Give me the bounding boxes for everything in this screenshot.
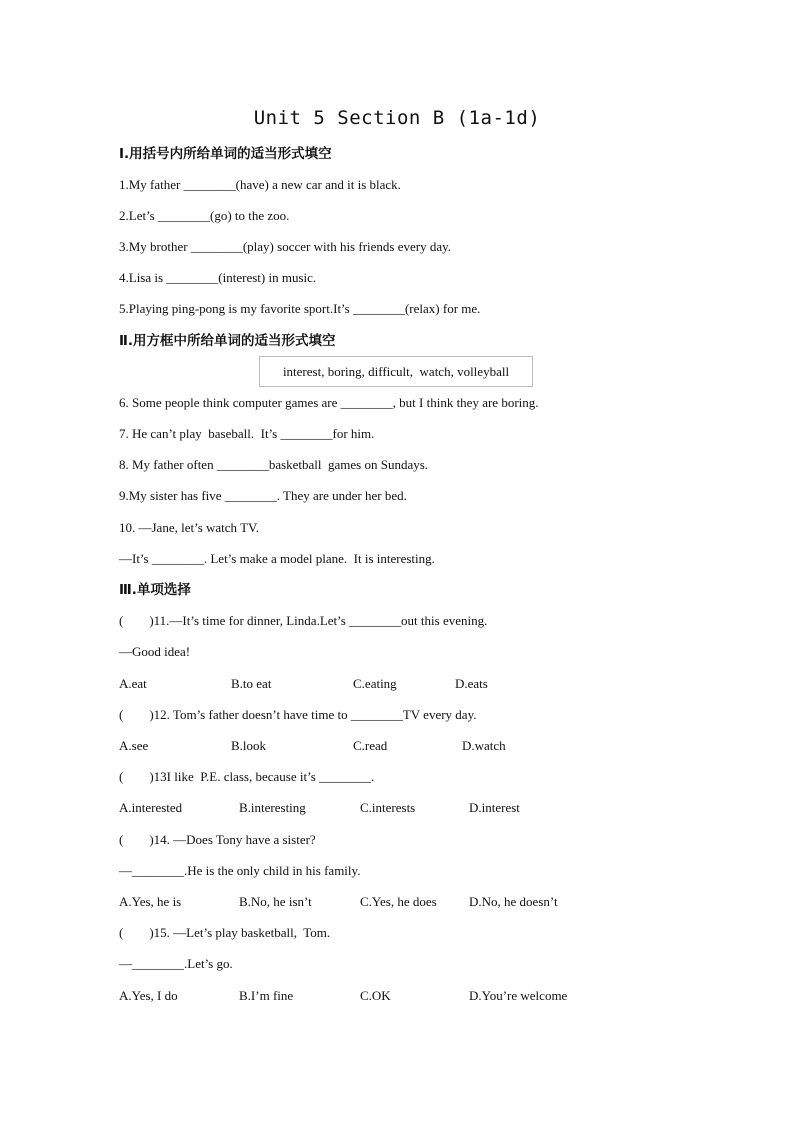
option-d: D.You’re welcome — [469, 988, 568, 1003]
option-d: D.eats — [455, 676, 488, 691]
question-10-answer: —It’s ________. Let’s make a model plane. It is interesting. — [119, 551, 435, 566]
question-14-reply: —________.He is the only child in his family. — [119, 863, 361, 878]
question-2: 2.Let’s ________(go) to the zoo. — [119, 208, 290, 223]
question-14: ( )14. —Does Tony have a sister? — [119, 832, 316, 847]
word-box: interest, boring, difficult, watch, volleyball — [259, 356, 533, 387]
question-12: ( )12. Tom’s father doesn’t have time to ________TV every day. — [119, 707, 477, 722]
question-4: 4.Lisa is ________(interest) in music. — [119, 270, 317, 285]
option-a: A.see — [119, 738, 149, 753]
question-11-reply: —Good idea! — [119, 644, 191, 659]
question-13: ( )13I like P.E. class, because it’s ________. — [119, 769, 375, 784]
option-b: B.No, he isn’t — [239, 894, 312, 909]
option-d: D.watch — [462, 738, 506, 753]
option-a: A.eat — [119, 676, 147, 691]
option-d: D.No, he doesn’t — [469, 894, 558, 909]
option-c: C.OK — [360, 988, 391, 1003]
option-a: A.interested — [119, 800, 183, 815]
question-15-reply: —________.Let’s go. — [119, 956, 233, 971]
option-b: B.interesting — [239, 800, 306, 815]
question-9: 9.My sister has five ________. They are under her bed. — [119, 488, 407, 503]
section-2-heading: Ⅱ.用方框中所给单词的适当形式填空 — [119, 333, 336, 349]
section-1-heading: Ⅰ.用括号内所给单词的适当形式填空 — [119, 146, 332, 162]
question-8: 8. My father often ________basketball games on Sundays. — [119, 457, 429, 472]
question-1: 1.My father ________(have) a new car and it is black. — [119, 177, 401, 192]
section-3-heading: Ⅲ.单项选择 — [119, 582, 191, 598]
question-11: ( )11.—It’s time for dinner, Linda.Let’s ________out this evening. — [119, 613, 488, 628]
option-d: D.interest — [469, 800, 520, 815]
option-a: A.Yes, I do — [119, 988, 178, 1003]
option-b: B.I’m fine — [239, 988, 294, 1003]
question-6: 6. Some people think computer games are ________, but I think they are boring. — [119, 395, 539, 410]
option-b: B.to eat — [231, 676, 272, 691]
option-a: A.Yes, he is — [119, 894, 182, 909]
question-10: 10. —Jane, let’s watch TV. — [119, 520, 259, 535]
question-15: ( )15. —Let’s play basketball, Tom. — [119, 925, 331, 940]
option-c: C.interests — [360, 800, 416, 815]
question-7: 7. He can’t play baseball. It’s ________for him. — [119, 426, 375, 441]
page-title: Unit 5 Section B (1a-1d) — [253, 107, 541, 129]
option-c: C.eating — [353, 676, 397, 691]
question-3: 3.My brother ________(play) soccer with his friends every day. — [119, 239, 452, 254]
option-b: B.look — [231, 738, 267, 753]
question-5: 5.Playing ping-pong is my favorite sport.It’s ________(relax) for me. — [119, 301, 481, 316]
option-c: C.read — [353, 738, 388, 753]
option-c: C.Yes, he does — [360, 894, 437, 909]
